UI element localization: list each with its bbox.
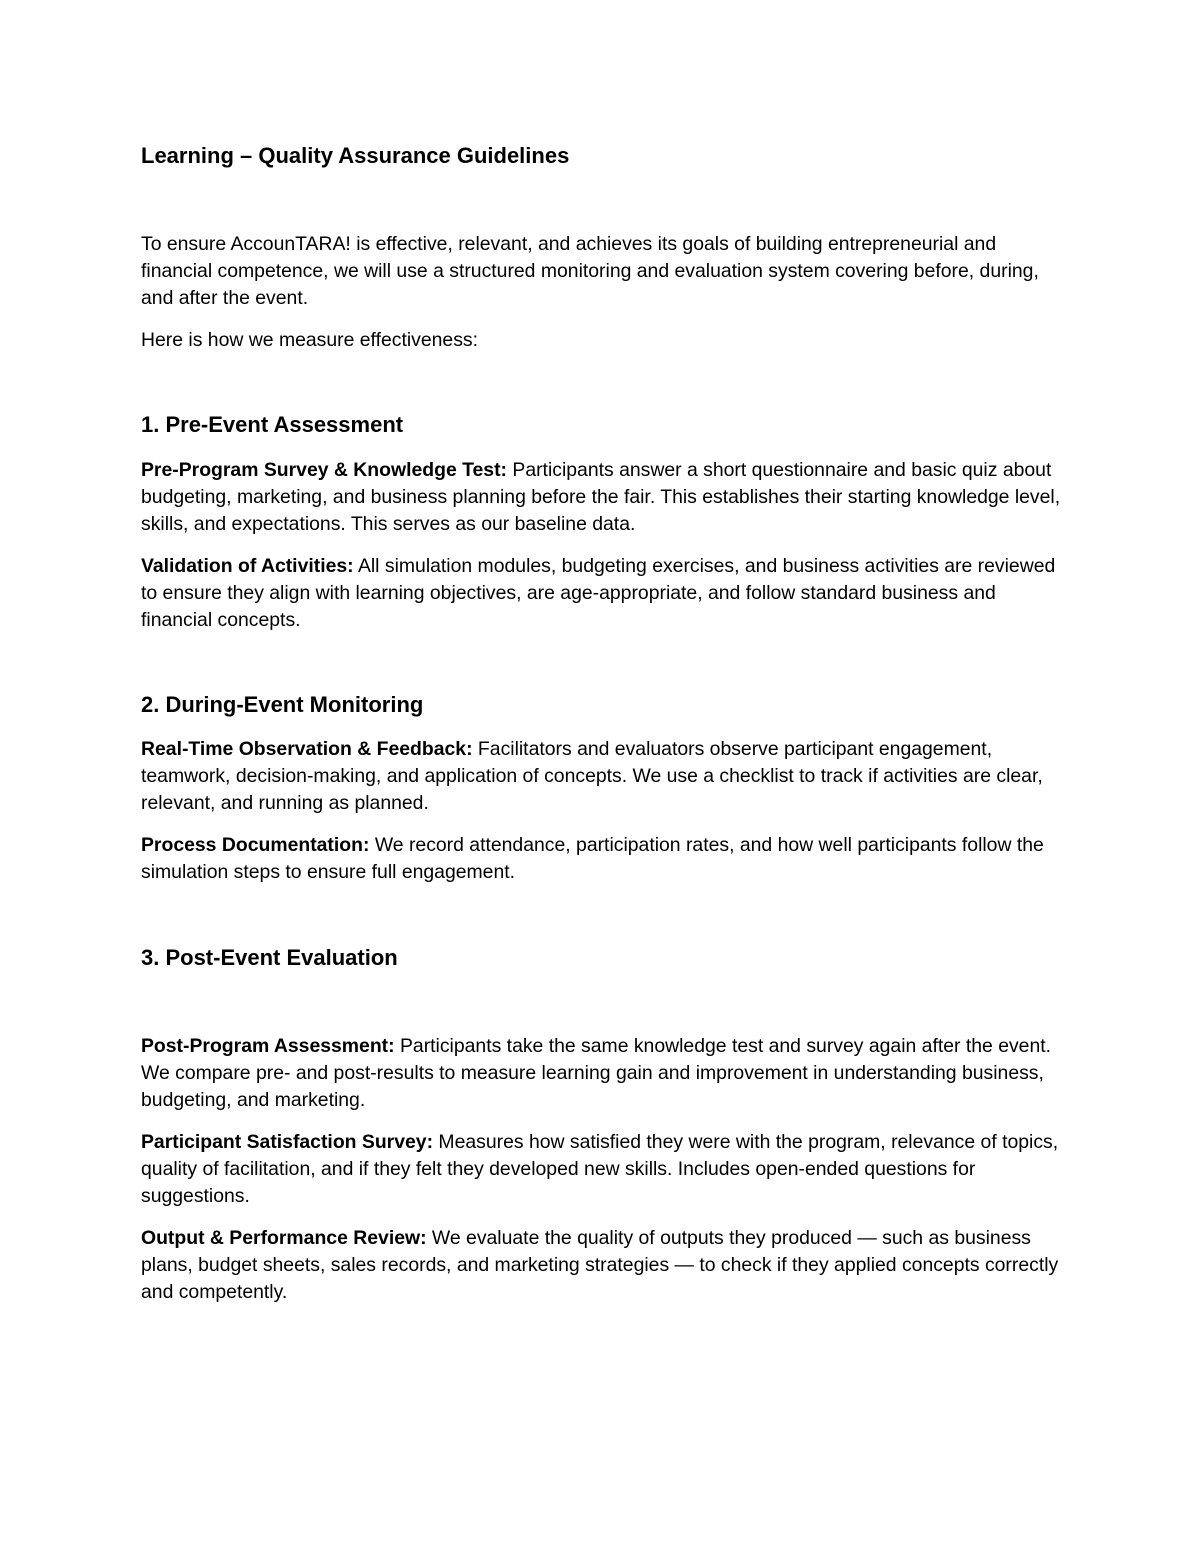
item-text: All simulation modules, budgeting exercises, and business activities are reviewed to ensure they align with learning objectives, are age-appropriate, and follow standard business and financial concepts. [141,555,1056,631]
item-text: Participants take the same knowledge test and survey again after the event. We compare pre- and post-results to measure learning gain and improvement in understanding business, budgeting, and marketing. [141,1035,1052,1111]
item-output-performance-review [141,1225,1066,1306]
item-term: Pre-Program Survey & Knowledge Test: [141,459,507,481]
document-title: Learning – Quality Assurance Guidelines [141,143,570,168]
item-term: Output & Performance Review: [141,1227,427,1249]
section-heading-during-event: 2. During-Event Monitoring [141,692,424,717]
document-page [141,0,1071,1553]
lead-paragraph: Here is how we measure effectiveness: [141,329,478,351]
section-heading-pre-event: 1. Pre-Event Assessment [141,412,404,437]
item-text: Measures how satisfied they were with the program, relevance of topics, quality of facilitation, and if they felt they developed new skills. Includes open-ended questions for suggestions. [141,1131,1059,1207]
item-text: We record attendance, participation rates, and how well participants follow the simulation steps to ensure full engagement. [141,834,1044,883]
intro-paragraph: To ensure AccounTARA! is effective, relevant, and achieves its goals of building entrepreneurial and financial competence, we will use a structured monitoring and evaluation system covering before, during, and after the event. [141,233,1039,309]
item-term: Post-Program Assessment: [141,1035,395,1057]
item-term: Real-Time Observation & Feedback: [141,738,473,760]
item-validation-of-activities [141,553,1066,634]
item-text: Participants answer a short questionnaire and basic quiz about budgeting, marketing, and business planning before the fair. This establishes their starting knowledge level, skills, and expectations. This serves as our baseline data. [141,459,1061,535]
section-heading-post-event: 3. Post-Event Evaluation [141,945,398,970]
item-term: Process Documentation: [141,834,370,856]
item-term: Validation of Activities: [141,555,354,577]
item-text: Facilitators and evaluators observe participant engagement, teamwork, decision-making, and application of concepts. We use a checklist to track if activities are clear, relevant, and running as planned. [141,738,1043,814]
item-participant-satisfaction-survey [141,1129,1066,1210]
item-pre-program-survey [141,457,1066,538]
item-process-documentation [141,832,1066,886]
item-text: We evaluate the quality of outputs they produced — such as business plans, budget sheets, sales records, and marketing strategies — to check if they applied concepts correctly and competently. [141,1227,1059,1303]
item-term: Participant Satisfaction Survey: [141,1131,434,1153]
item-post-program-assessment [141,1033,1066,1114]
item-real-time-observation [141,736,1066,817]
